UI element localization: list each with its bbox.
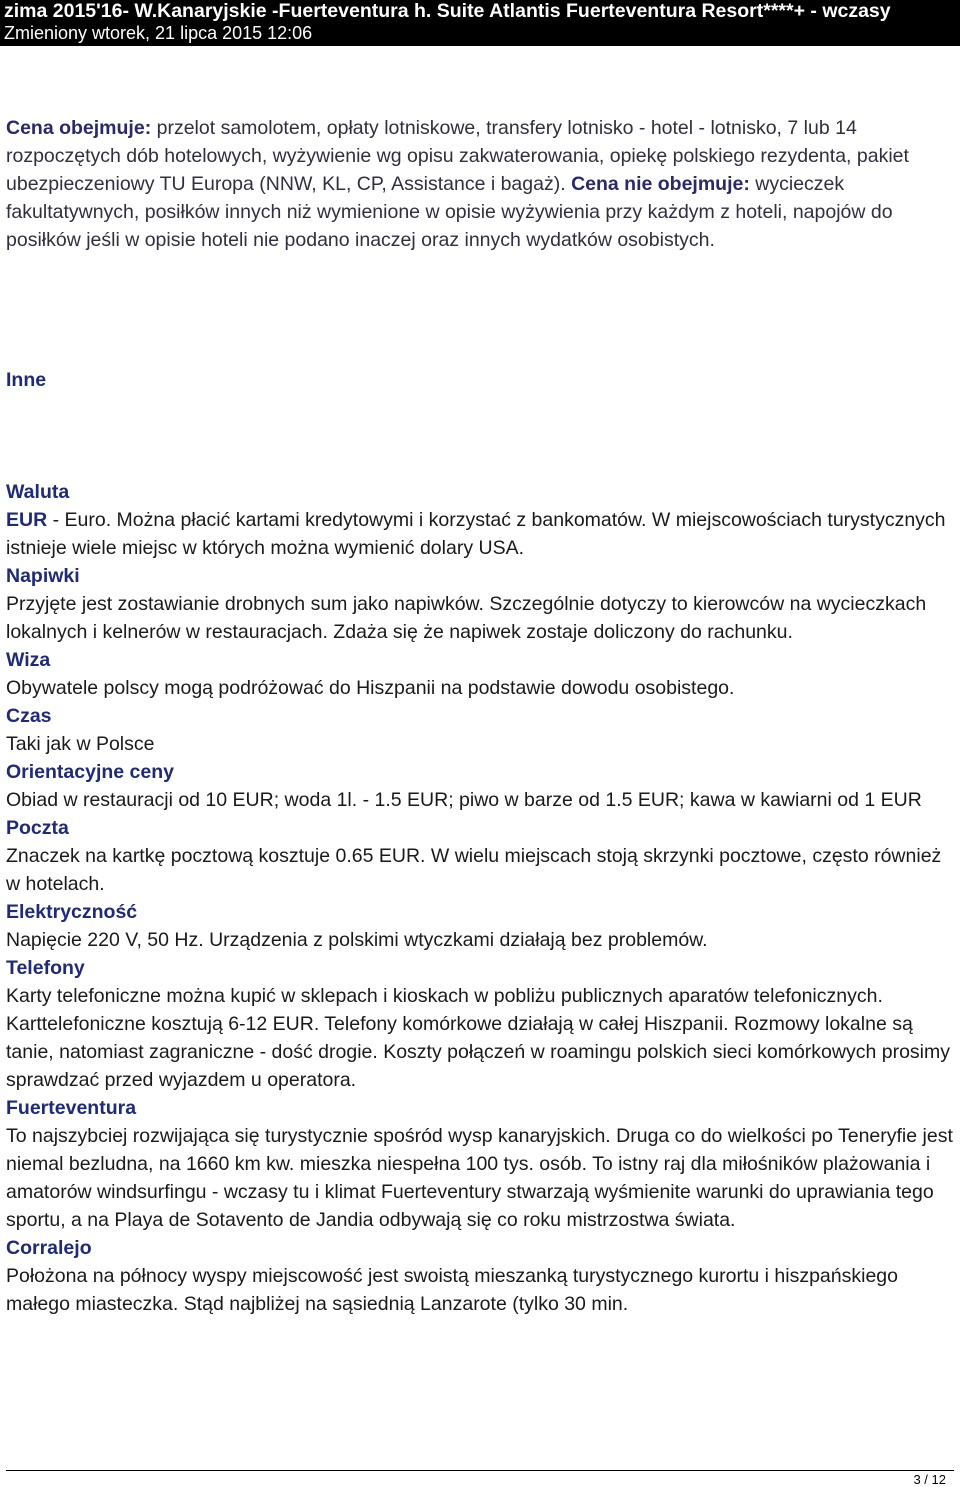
info-section <box>6 478 956 1318</box>
section-title-inne: Inne <box>6 369 47 391</box>
ceny-heading: Orientacyjne ceny <box>6 761 174 783</box>
elektrycznosc-text: Napięcie 220 V, 50 Hz. Urządzenia z polskimi wtyczkami działają bez problemów. <box>6 929 708 951</box>
ceny-text: Obiad w restauracji od 10 EUR; woda 1l. - 1.5 EUR; piwo w barze od 1.5 EUR; kawa w kawiarni od 1 EUR <box>6 789 922 811</box>
footer-divider <box>6 1470 954 1471</box>
napiwki-text: Przyjęte jest zostawianie drobnych sum jako napiwków. Szczególnie dotyczy to kierowców na wycieczkach lokalnych i kelnerów w restauracjach. Zdaża się że napiwek zostaje doliczony do rachunku. <box>6 593 927 643</box>
price-excluded-text: wycieczek fakultatywnych, posiłków innych niż wymienione w opisie wyżywienia przy każdym z hoteli, napojów do posiłków jeśli w opisie hoteli nie podano inaczej oraz innych wydatków osobistych. <box>6 173 893 251</box>
waluta-code: EUR <box>6 509 48 531</box>
telefony-heading: Telefony <box>6 957 85 979</box>
napiwki-heading: Napiwki <box>6 565 80 587</box>
page-header <box>0 0 960 46</box>
telefony-text: Karty telefoniczne można kupić w sklepach i kioskach w pobliżu publicznych aparatów telefonicznych. Karttelefoniczne kosztują 6-12 EUR. Telefony komórkowe działają w całej Hiszpanii. Rozmowy lokalne są tanie, natomiast zagraniczne - dość drogie. Koszty połączeń w roamingu polskich sieci komórkowych prosimy sprawdzać przed wyjazdem u operatora. <box>6 985 950 1091</box>
waluta-description: - Euro. Można płacić kartami kredytowymi i korzystać z bankomatów. W miejscowościach turystycznych istnieje wiele miejsc w których można wymienić dolary USA. <box>6 509 946 559</box>
fuerteventura-text: To najszybciej rozwijająca się turystycznie spośród wysp kanaryjskich. Druga co do wielkości po Teneryfie jest niemal bezludna, na 1660 km kw. mieszka niespełna 100 tys. osób. To istny raj dla miłośników plażowania i amatorów windsurfingu - wczasy tu i klimat Fuerteventury stwarzają wyśmienite warunki do uprawiania tego sportu, a na Playa de Sotavento de Jandia odbywają się co roku mistrzostwa świata. <box>6 1125 953 1231</box>
waluta-text <box>6 506 956 562</box>
fuerteventura-heading: Fuerteventura <box>6 1097 137 1119</box>
price-paragraph <box>6 114 956 254</box>
czas-heading: Czas <box>6 705 52 727</box>
price-included-text: przelot samolotem, opłaty lotniskowe, transfery lotnisko - hotel - lotnisko, 7 lub 14 rozpoczętych dób hotelowych, wyżywienie wg opisu zakwaterowania, opiekę polskiego rezydenta, pakiet ubezpieczeniowy TU Europa (NNW, KL, CP, Assistance i bagaż). <box>6 117 909 195</box>
page-number: 3 / 12 <box>913 1472 946 1487</box>
wiza-text: Obywatele polscy mogą podróżować do Hiszpanii na podstawie dowodu osobistego. <box>6 677 735 699</box>
elektrycznosc-heading: Elektryczność <box>6 901 138 923</box>
wiza-heading: Wiza <box>6 649 51 671</box>
price-info <box>6 114 956 254</box>
waluta-heading: Waluta <box>6 481 70 503</box>
document-title: zima 2015'16- W.Kanaryjskie -Fuerteventura h. Suite Atlantis Fuerteventura Resort****+ - wczasy <box>4 0 891 22</box>
corralejo-text: Położona na północy wyspy miejscowość jest swoistą mieszanką turystycznego kurortu i hiszpańskiego małego miasteczka. Stąd najbliżej na sąsiednią Lanzarote (tylko 30 min. <box>6 1265 898 1315</box>
corralejo-heading: Corralejo <box>6 1237 92 1259</box>
czas-text: Taki jak w Polsce <box>6 733 155 755</box>
poczta-heading: Poczta <box>6 817 69 839</box>
price-excluded-label: Cena nie obejmuje: <box>571 173 750 195</box>
modified-date: Zmieniony wtorek, 21 lipca 2015 12:06 <box>4 23 313 43</box>
price-included-label: Cena obejmuje: <box>6 117 152 139</box>
poczta-text: Znaczek na kartkę pocztową kosztuje 0.65 EUR. W wielu miejscach stoją skrzynki pocztowe, często również w hotelach. <box>6 845 942 895</box>
